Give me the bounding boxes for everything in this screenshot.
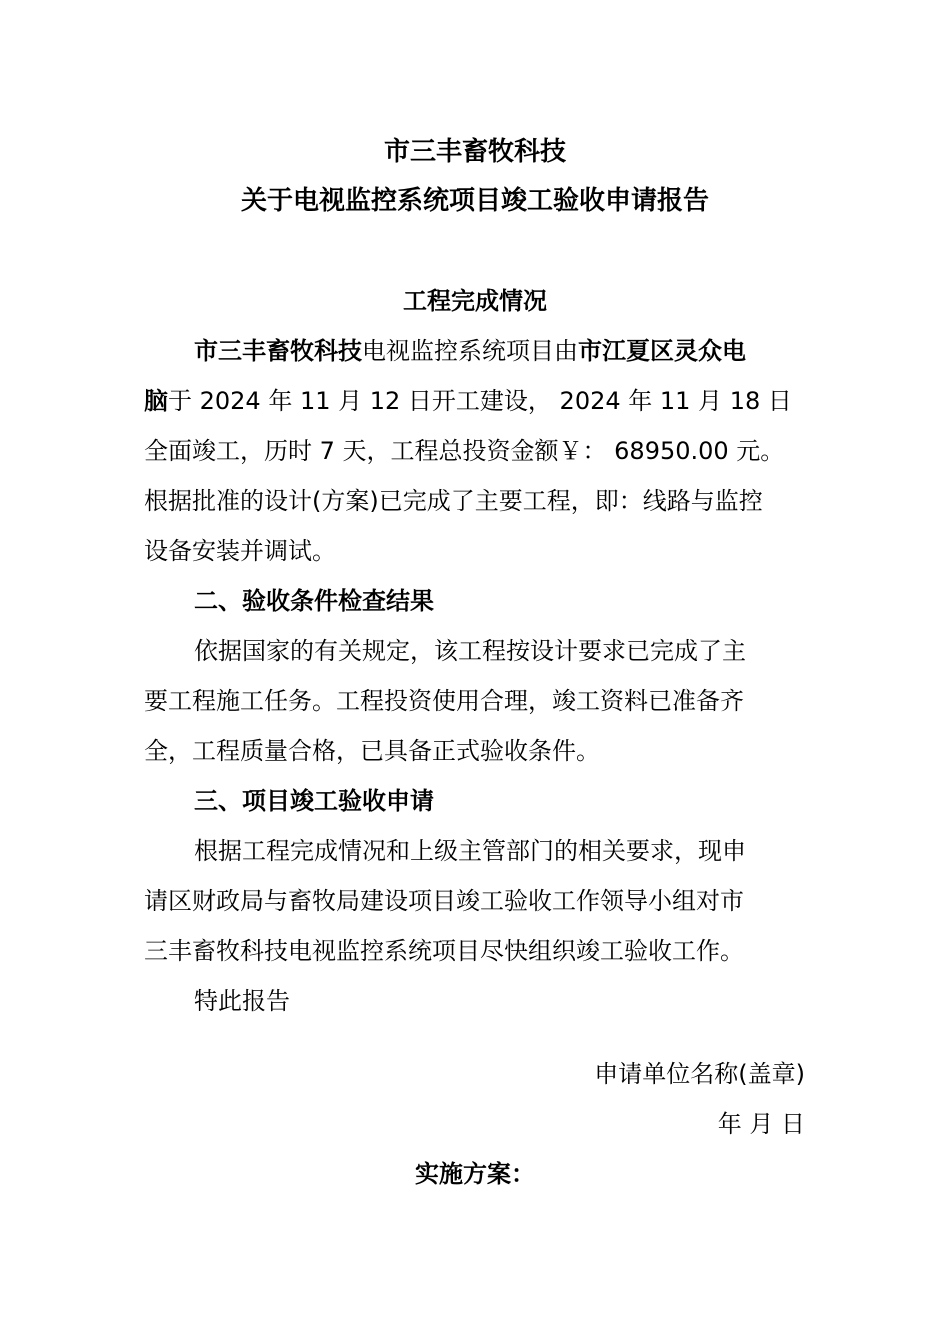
section3-heading: 三、项目竣工验收申请 xyxy=(194,787,434,815)
section1-paragraph-line-2 xyxy=(144,386,792,416)
closing-remark: 特此报告 xyxy=(194,987,290,1015)
project-text: 电视监控系统项目由 xyxy=(362,337,578,365)
contractor-name-part-1: 市江夏区灵众电 xyxy=(578,337,746,365)
section3-paragraph-line-2: 请区财政局与畜牧局建设项目竣工验收工作领导小组对市 xyxy=(144,887,744,915)
section1-heading: 工程完成情况 xyxy=(403,287,547,315)
section3-paragraph-line-3: 三丰畜牧科技电视监控系统项目尽快组织竣工验收工作。 xyxy=(144,937,744,965)
section2-heading: 二、验收条件检查结果 xyxy=(194,587,434,615)
section2-paragraph-line-3: 全，工程质量合格，已具备正式验收条件。 xyxy=(144,737,600,765)
section1-paragraph-line-5: 设备安装并调试。 xyxy=(144,537,336,565)
contractor-name-part-2: 脑 xyxy=(144,387,168,415)
section3-paragraph-line-1: 根据工程完成情况和上级主管部门的相关要求，现申 xyxy=(194,837,746,865)
section2-paragraph-line-1: 依据国家的有关规定，该工程按设计要求已完成了主 xyxy=(194,637,746,665)
section1-paragraph-line-3: 全面竣工，历时 7 天，工程总投资金额￥： 68950.00 元。 xyxy=(144,437,785,465)
company-name: 市三丰畜牧科技 xyxy=(194,337,362,365)
signature-date: 年 月 日 xyxy=(717,1110,805,1138)
section1-paragraph-line-1 xyxy=(194,336,746,366)
construction-dates: 于 2024 年 11 月 12 日开工建设， 2024 年 11 月 18 日 xyxy=(168,387,792,415)
plan-heading: 实施方案： xyxy=(415,1160,535,1188)
title-line-1: 市三丰畜牧科技 xyxy=(383,137,566,167)
applicant-unit-seal: 申请单位名称(盖章) xyxy=(594,1060,805,1088)
section1-paragraph-line-4: 根据批准的设计(方案)已完成了主要工程，即：线路与监控 xyxy=(144,487,763,515)
section2-paragraph-line-2: 要工程施工任务。工程投资使用合理，竣工资料已准备齐 xyxy=(144,687,744,715)
title-line-2: 关于电视监控系统项目竣工验收申请报告 xyxy=(240,186,709,216)
